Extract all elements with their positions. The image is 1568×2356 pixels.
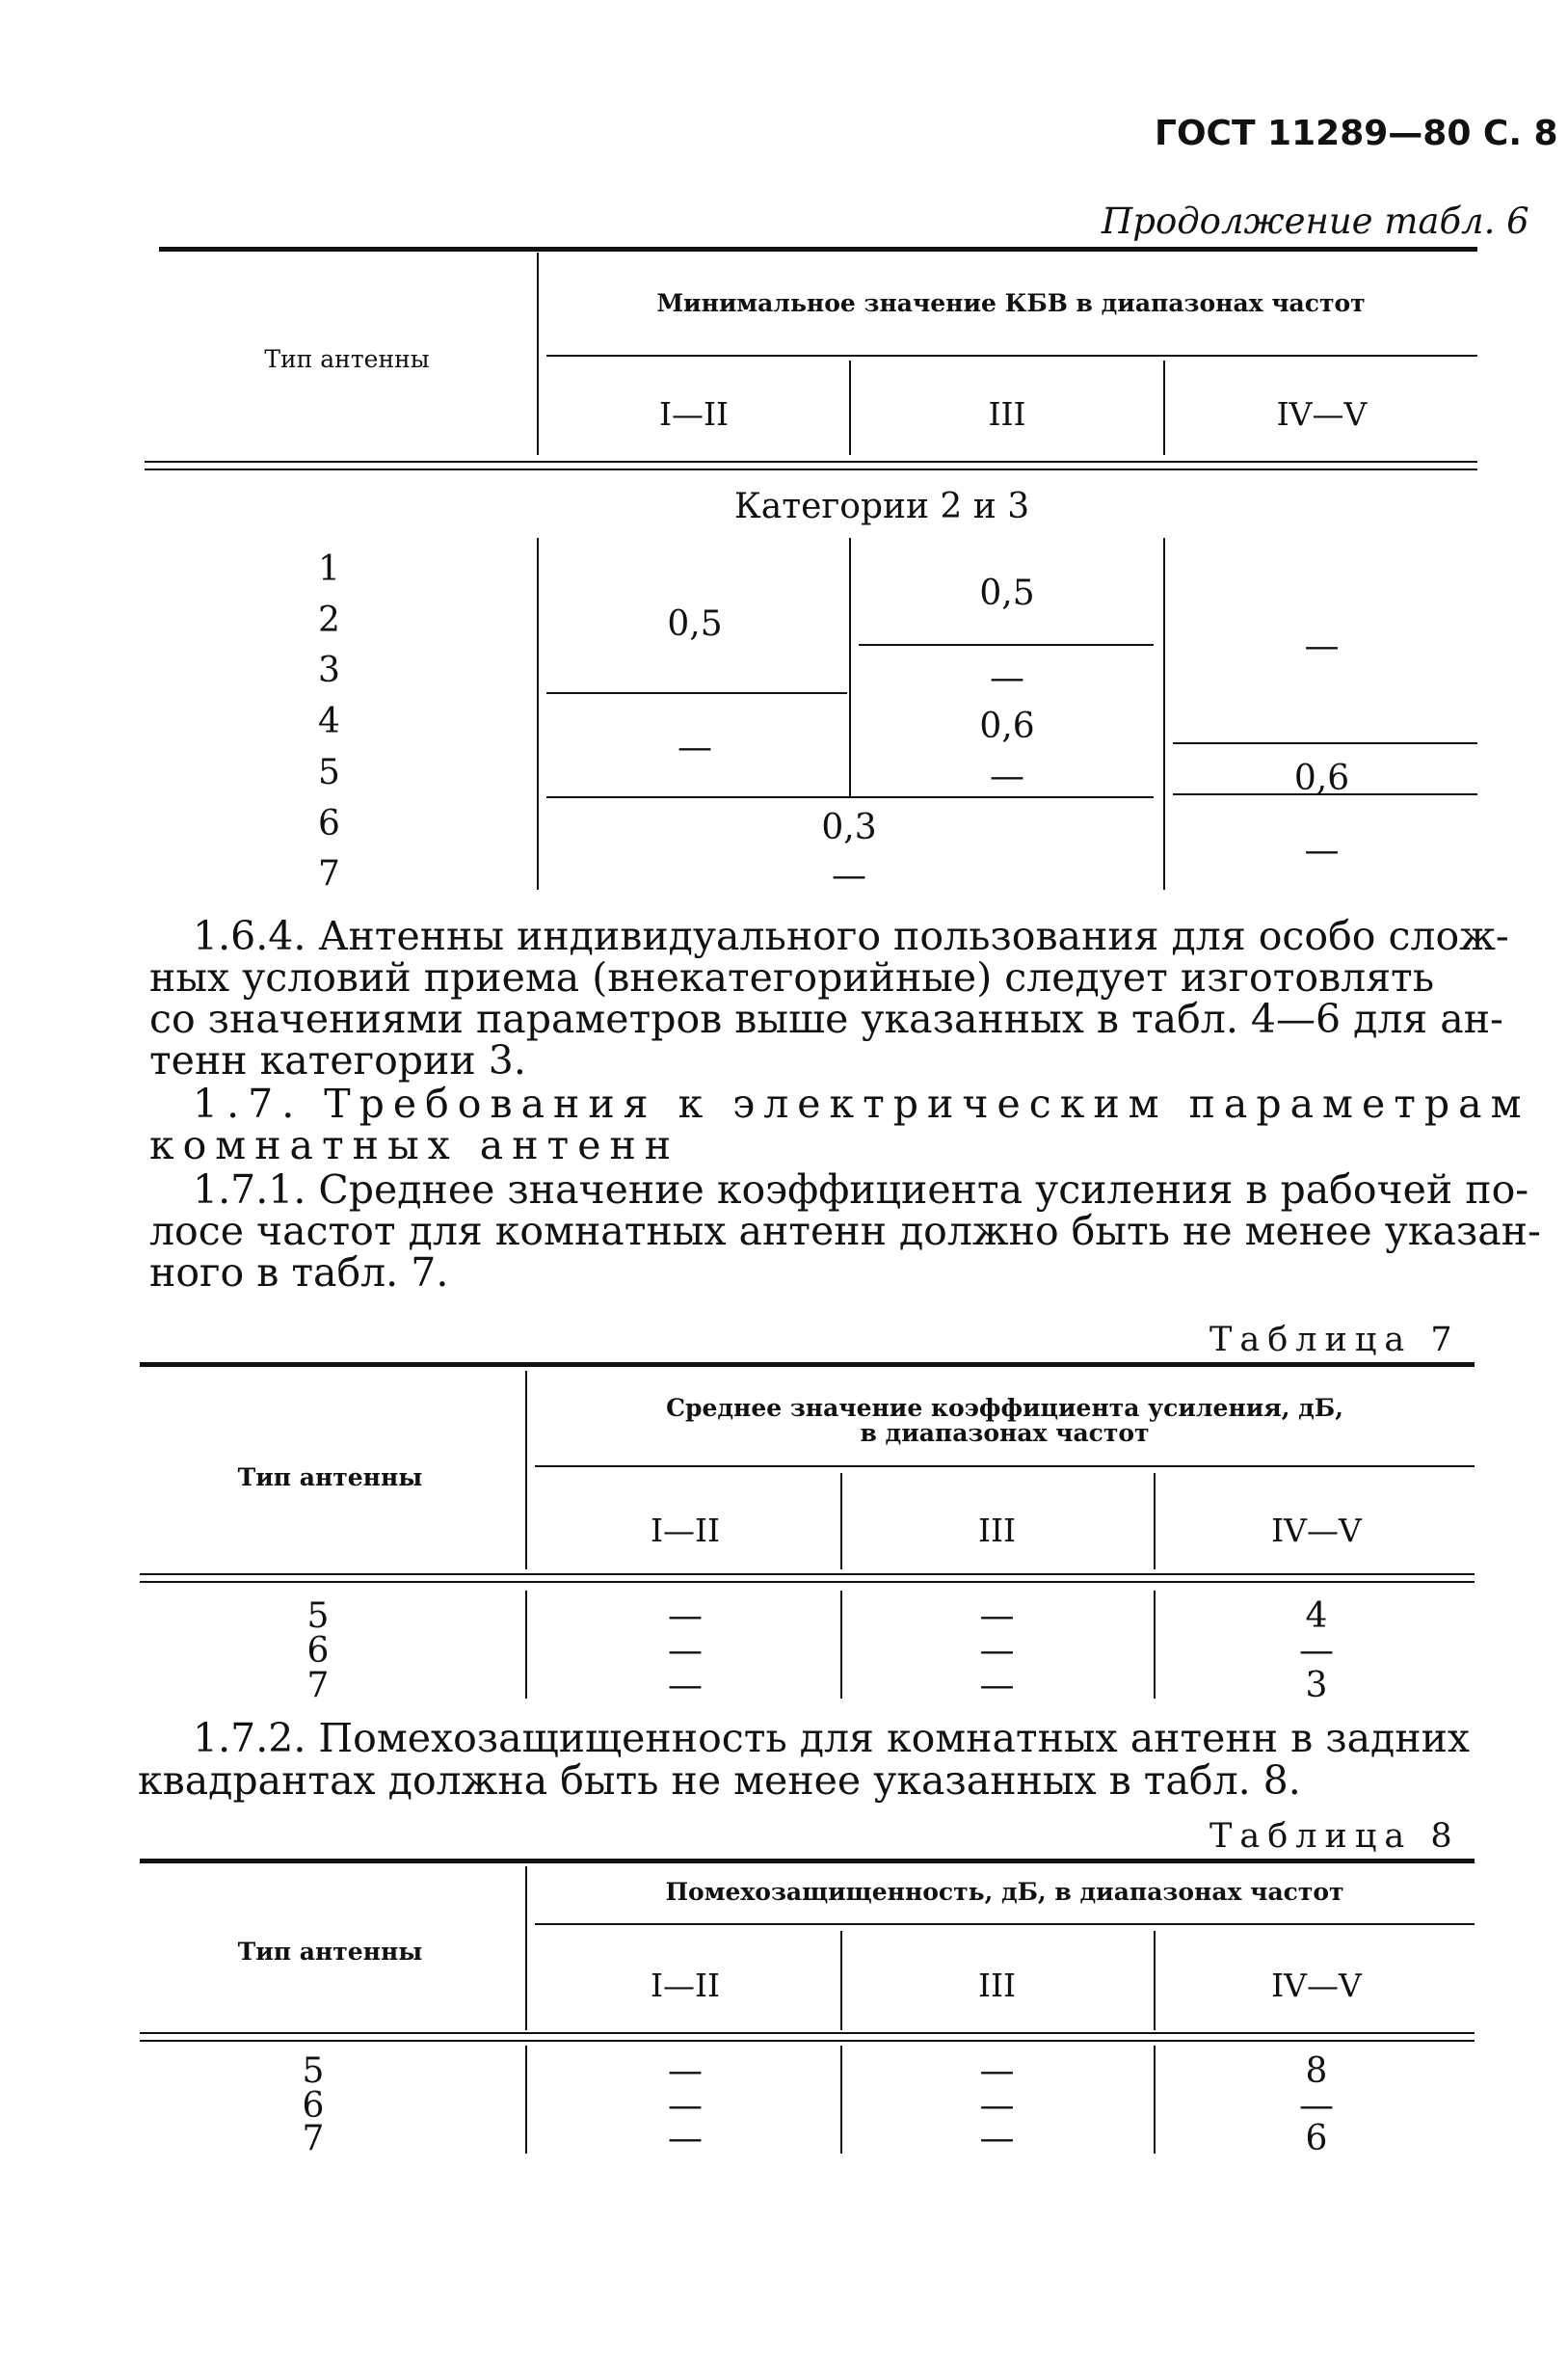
table6-row-label: 4	[318, 702, 340, 741]
table8-cell-iii: —	[979, 2086, 1015, 2126]
table6-cell: —	[990, 757, 1024, 796]
table7-type: 7	[306, 1666, 330, 1705]
table8-type: 5	[302, 2051, 325, 2091]
table6-col-group-header: Минимальное значение КБВ в диапазонах частот	[656, 289, 1366, 317]
paragraph-1-7-1-line: ного в табл. 7.	[149, 1249, 449, 1296]
table6-cell: —	[990, 658, 1024, 698]
table8-head-rule-a	[140, 2032, 1475, 2034]
table8-cell-iv-v: 6	[1305, 2119, 1328, 2158]
table8-cell-iii: —	[979, 2051, 1015, 2091]
table7-cell-iv-v: —	[1299, 1631, 1334, 1671]
paragraph-1-7-2-line: квадрантах должна быть не менее указанных в табл. 8.	[138, 1757, 1301, 1804]
table8-type: 6	[302, 2086, 325, 2126]
table8-vline-2	[1154, 1931, 1156, 2030]
table6-vline-type	[537, 253, 539, 455]
table8-cell-i-ii: —	[668, 2086, 703, 2126]
table6-body-vline-0	[537, 538, 539, 890]
table6-row-label: 2	[318, 601, 340, 640]
table6-row-label: 5	[318, 753, 340, 792]
page-header: ГОСТ 11289—80 С. 8	[1155, 114, 1558, 153]
table8-band-iii: III	[977, 1967, 1017, 2004]
table6-body-vline-1	[849, 538, 851, 798]
table8-col-group-header: Помехозащищенность, дБ, в диапазонах частот	[665, 1878, 1344, 1906]
paragraph-1-6-4-line: 1.6.4. Антенны индивидуального пользования для особо слож-	[193, 913, 1509, 959]
section-1-7-title-line: 1.7. Требования к электрическим параметрам	[193, 1081, 1530, 1127]
table6-col-type-header: Тип антенны	[264, 345, 430, 373]
table6-head-rule-b	[145, 469, 1477, 470]
table8-cell-i-ii: —	[668, 2051, 703, 2091]
table8-body-vline-1	[840, 2046, 842, 2154]
table6-rule-iii	[859, 644, 1154, 646]
table8-header-divider	[535, 1923, 1475, 1925]
table6-band-i-ii: I—II	[658, 395, 730, 433]
paragraph-1-7-2-line: 1.7.2. Помехозащищенность для комнатных антенн в задних	[193, 1715, 1471, 1761]
table7-cell-iii: —	[979, 1666, 1015, 1705]
table8-col-type-header: Тип антенны	[237, 1938, 423, 1966]
table6-body-vline-2	[1163, 538, 1165, 890]
table7-cell-iv-v: 4	[1305, 1596, 1328, 1636]
table8-cell-i-ii: —	[668, 2119, 703, 2158]
table7-body-vline-2	[1154, 1591, 1156, 1699]
table7-title: Таблица 7	[1209, 1321, 1460, 1359]
table6-rule-iv-upper	[1173, 742, 1477, 744]
table7-top-rule	[140, 1362, 1475, 1367]
table8-top-rule	[140, 1859, 1475, 1863]
table6-row-label: 1	[318, 549, 340, 589]
table7-cell-iv-v: 3	[1305, 1666, 1328, 1705]
table8-body-vline-0	[525, 2046, 527, 2154]
paragraph-1-6-4-line: со значениями параметров выше указанных в табл. 4—6 для ан-	[149, 996, 1503, 1042]
table7-cell-iii: —	[979, 1596, 1015, 1636]
table6-row-label: 6	[318, 804, 340, 843]
table7-col-group-header-1: Среднее значение коэффициента усиления, дБ,	[666, 1394, 1343, 1422]
table8-body-vline-2	[1154, 2046, 1156, 2154]
table8-vline-1	[840, 1931, 842, 2030]
table6-cell: —	[1304, 831, 1340, 870]
paragraph-1-7-1-line: 1.7.1. Среднее значение коэффициента усиления в рабочей по-	[193, 1166, 1529, 1213]
table7-cell-i-ii: —	[668, 1631, 703, 1671]
table8-band-i-ii: I—II	[650, 1967, 721, 2004]
table8-type: 7	[302, 2119, 325, 2158]
table8-cell-iii: —	[979, 2119, 1015, 2158]
table7-type: 6	[306, 1631, 330, 1671]
table7-vline-type	[525, 1371, 527, 1569]
table6-cell: 0,6	[979, 707, 1035, 746]
table6-band-iii: III	[988, 395, 1026, 433]
table7-type: 5	[306, 1596, 330, 1636]
table6-top-rule	[159, 247, 1477, 252]
table6-vline-1	[849, 361, 851, 455]
table6-row-label: 7	[318, 854, 340, 894]
table7-band-iv-v: IV—V	[1271, 1512, 1362, 1549]
table6-cell: 0,5	[667, 604, 723, 644]
table7-col-type-header: Тип антенны	[237, 1463, 423, 1491]
table6-cell: 0,3	[821, 808, 877, 847]
table6-rule-merged	[546, 796, 1154, 798]
section-1-7-title-line: комнатных антенн	[149, 1122, 680, 1168]
table7-col-group-header-2: в диапазонах частот	[860, 1419, 1150, 1447]
table6-band-iv-v: IV—V	[1276, 395, 1368, 433]
table6-cell: 0,6	[1293, 759, 1350, 798]
table6-header-divider	[546, 355, 1477, 357]
table7-body-vline-1	[840, 1591, 842, 1699]
table6-cell: —	[832, 856, 866, 896]
table6-head-rule-a	[145, 461, 1477, 463]
table7-header-divider	[535, 1465, 1475, 1467]
table6-cell: 0,5	[979, 574, 1035, 613]
table7-head-rule-b	[140, 1581, 1475, 1583]
table7-head-rule-a	[140, 1573, 1475, 1575]
table7-body-vline-0	[525, 1591, 527, 1699]
table6-category: Категории 2 и 3	[733, 487, 1030, 526]
table6-caption: Продолжение табл. 6	[1102, 201, 1529, 242]
table7-vline-1	[840, 1473, 842, 1569]
table6-cell: —	[678, 728, 712, 767]
table7-vline-2	[1154, 1473, 1156, 1569]
table8-cell-iv-v: 8	[1305, 2051, 1328, 2091]
table6-rule-i-ii	[546, 692, 847, 694]
table7-cell-i-ii: —	[668, 1666, 703, 1705]
table7-cell-iii: —	[979, 1631, 1015, 1671]
table7-band-iii: III	[977, 1512, 1017, 1549]
table7-band-i-ii: I—II	[650, 1512, 721, 1549]
paragraph-1-6-4-line: тенн категории 3.	[149, 1037, 526, 1084]
paragraph-1-7-1-line: лосе частот для комнатных антенн должно быть не менее указан-	[149, 1208, 1541, 1254]
table6-cell: —	[1304, 627, 1340, 666]
table8-band-iv-v: IV—V	[1271, 1967, 1362, 2004]
paragraph-1-6-4-line: ных условий приема (внекатегорийные) следует изготовлять	[149, 954, 1435, 1001]
table6-row-label: 3	[318, 651, 340, 690]
table6-vline-2	[1163, 361, 1165, 455]
table8-vline-type	[525, 1866, 527, 2030]
table8-title: Таблица 8	[1209, 1817, 1460, 1856]
table7-cell-i-ii: —	[668, 1596, 703, 1636]
table8-cell-iv-v: —	[1299, 2086, 1334, 2126]
table8-head-rule-b	[140, 2040, 1475, 2042]
